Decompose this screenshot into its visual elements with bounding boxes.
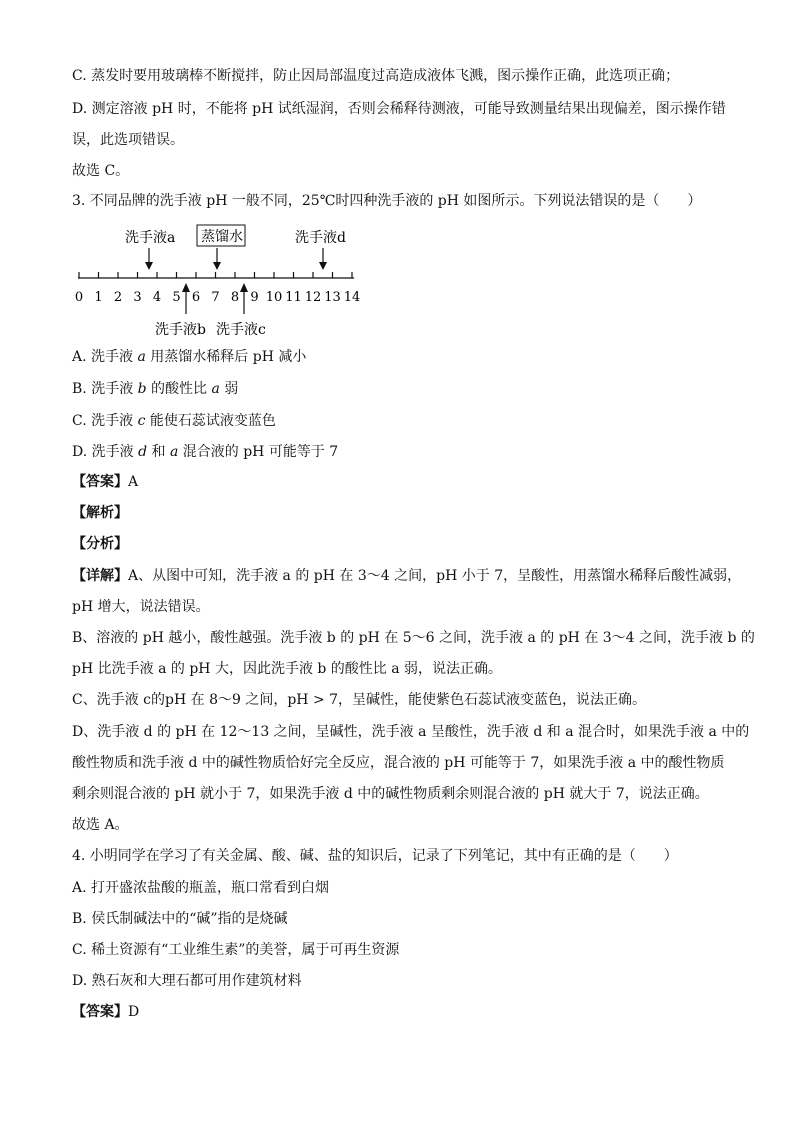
option-text: 混合液的 pH 可能等于 7 (178, 444, 339, 460)
option-text: 和 (147, 444, 170, 460)
ph-number-line-diagram (70, 220, 370, 340)
axis-tick-label: 1 (94, 290, 103, 305)
label-handwash-d: 洗手液d (295, 230, 346, 246)
text-line: C. 蒸发时要用玻璃棒不断搅拌，防止因局部温度过高造成液体飞溅，图示操作正确，此选项正确； (72, 68, 680, 84)
detail-line: pH 增大，说法错误。 (72, 599, 210, 615)
arrow-water (213, 248, 221, 270)
axis-tick-label: 7 (211, 290, 220, 305)
q4-option-a: A. 打开盛浓盐酸的瓶盖，瓶口常看到白烟 (72, 880, 330, 896)
axis-ticks (75, 272, 360, 305)
conclusion-line: 故选 A。 (72, 817, 129, 833)
q4-option-c: C. 稀土资源有“工业维生素”的美誉，属于可再生资源 (72, 942, 400, 958)
axis-tick-label: 5 (172, 290, 181, 305)
option-b (72, 381, 238, 397)
detail-line: C、洗手液 c的pH 在 8～9 之间，pH > 7，呈碱性，能使紫色石蕊试液变蓝色，说法正确。 (72, 692, 647, 708)
axis-tick-label: 3 (133, 290, 142, 305)
detail-text: A、从图中可知，洗手液 a 的 pH 在 3～4 之间，pH 小于 7，呈酸性，用蒸馏水稀释后酸性减弱， (128, 568, 742, 584)
option-text: 的酸性比 (146, 381, 212, 397)
label-handwash-c: 洗手液c (216, 322, 266, 338)
detail-line: D、洗手液 d 的 pH 在 12～13 之间，呈碱性，洗手液 a 呈酸性，洗手液 d 和 a 混合时，如果洗手液 a 中的 (72, 724, 750, 740)
axis-tick-label: 8 (230, 290, 240, 305)
analysis-label: 【解析】 (72, 505, 128, 521)
answer-line (72, 474, 138, 490)
option-d (72, 444, 338, 460)
label-handwash-a: 洗手液a (125, 230, 176, 246)
option-a (72, 349, 306, 365)
text-line: 误，此选项错误。 (72, 132, 184, 148)
answer-value: A (128, 474, 139, 490)
label-distilled-water: 蒸馏水 (201, 229, 243, 245)
detail-line: B、溶液的 pH 越小，酸性越强。洗手液 b 的 pH 在 5～6 之间，洗手液 a 的 pH 在 3～4 之间，洗手液 b 的 (72, 630, 755, 646)
option-text: 弱 (219, 381, 239, 397)
axis-tick-label: 2 (113, 290, 123, 305)
option-prefix: A. 洗手液 (72, 349, 138, 365)
answer-label: 【答案】 (72, 474, 128, 490)
axis-tick-label: 14 (343, 290, 361, 305)
answer-value: D (128, 1004, 140, 1020)
option-prefix: C. 洗手液 (72, 413, 138, 429)
axis-tick-label: 4 (152, 290, 162, 305)
option-var: a (137, 349, 146, 365)
axis-tick-label: 10 (265, 290, 283, 305)
axis-tick-label: 13 (324, 290, 341, 305)
arrow-c (240, 283, 248, 314)
text-line: 故选 C。 (72, 163, 130, 179)
label-handwash-b: 洗手液b (155, 322, 206, 338)
axis-tick-label: 0 (74, 290, 84, 305)
q4-option-d: D. 熟石灰和大理石都可用作建筑材料 (72, 973, 302, 989)
option-var: a (169, 444, 179, 460)
fenxi-label: 【分析】 (72, 536, 128, 552)
option-prefix: B. 洗手液 (72, 381, 138, 397)
option-text: 用蒸馏水稀释后 pH 减小 (145, 349, 307, 365)
option-var: d (138, 444, 148, 460)
question-4-stem: 4. 小明同学在学习了有关金属、酸、碱、盐的知识后，记录了下列笔记，其中有正确的是（ ） (72, 848, 678, 864)
axis-tick-label: 11 (285, 290, 302, 305)
answer-label: 【答案】 (72, 1004, 128, 1020)
axis-tick-label: 9 (250, 290, 259, 305)
detail-line: 酸性物质和洗手液 d 中的碱性物质恰好完全反应，混合液的 pH 可能等于 7，如果洗手液 a 中的酸性物质 (72, 755, 725, 771)
axis-tick-label: 12 (304, 290, 322, 305)
axis-tick-label: 6 (191, 290, 201, 305)
question-3-stem: 3. 不同品牌的洗手液 pH 一般不同，25℃时四种洗手液的 pH 如图所示。下列说法错误的是（ ） (72, 193, 702, 209)
option-var: c (137, 413, 146, 429)
detail-line (72, 568, 741, 584)
q4-answer-line (72, 1004, 139, 1020)
option-c (72, 413, 276, 429)
arrow-d (319, 248, 327, 270)
arrow-b (182, 283, 190, 314)
detail-line: pH 比洗手液 a 的 pH 大，因此洗手液 b 的酸性比 a 弱，说法正确。 (72, 661, 503, 677)
q4-option-b: B. 侯氏制碱法中的“碱”指的是烧碱 (72, 911, 288, 927)
option-var: a (211, 381, 220, 397)
arrow-a (145, 248, 153, 270)
detail-line: 剩余则混合液的 pH 就小于 7，如果洗手液 d 中的碱性物质剩余则混合液的 pH 就大于 7，说法正确。 (72, 786, 709, 802)
option-text: 能使石蕊试液变蓝色 (145, 413, 276, 429)
option-var: b (137, 381, 147, 397)
text-line: D. 测定溶液 pH 时，不能将 pH 试纸湿润，否则会稀释待测液，可能导致测量结果出现偏差，图示操作错 (72, 101, 726, 117)
detail-label: 【详解】 (72, 568, 128, 584)
option-prefix: D. 洗手液 (72, 444, 139, 460)
